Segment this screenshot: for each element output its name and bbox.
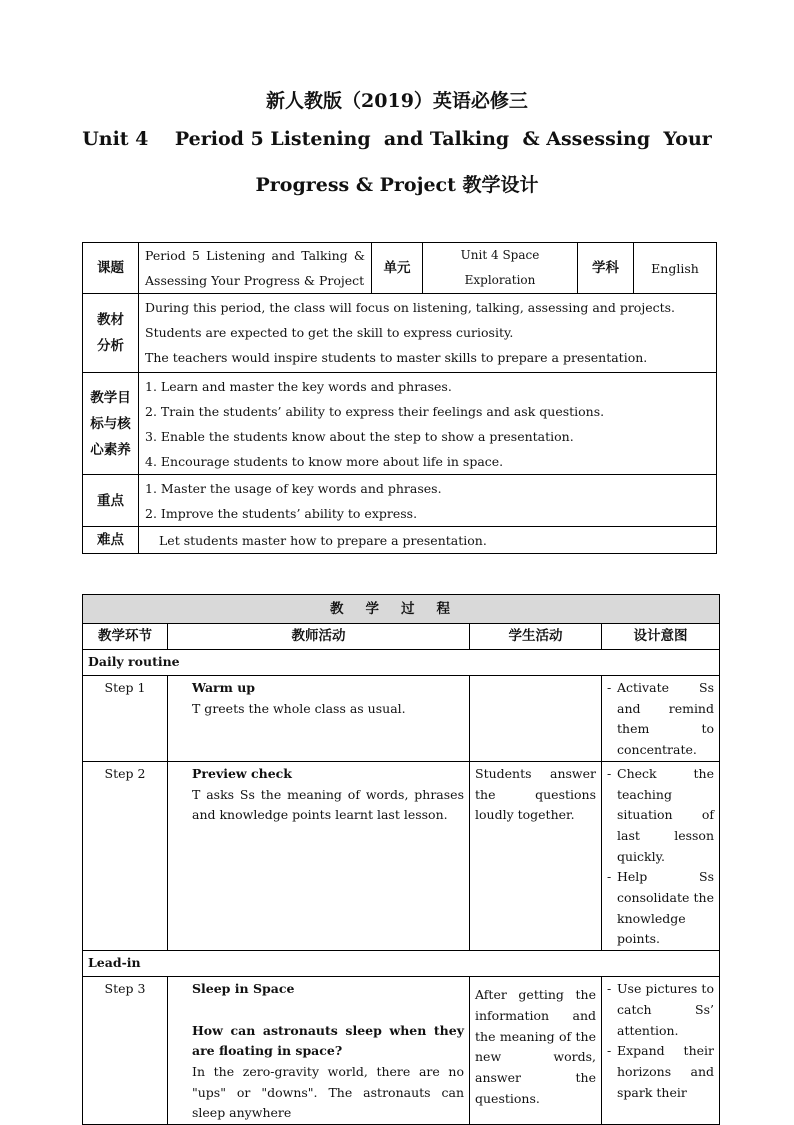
- goals-label-line1: 教学目: [90, 389, 131, 406]
- document-subtitle-line2: Progress & Project 教学设计: [255, 174, 539, 196]
- step2-text: T asks Ss the meaning of words, phrases and knowledge points learnt last lesson.: [192, 786, 464, 823]
- unit-label: 单元: [372, 243, 423, 294]
- lesson-value-line1: Period 5 Listening and Talking &: [145, 248, 365, 263]
- step2-label: Step 2: [83, 761, 168, 950]
- key-point-item: 1. Master the usage of key words and phrases.: [145, 481, 442, 496]
- analysis-label-line1: 教材: [97, 312, 124, 328]
- step1-student-activity: [470, 676, 602, 762]
- goal-item: 4. Encourage students to know more about life in space.: [145, 454, 504, 469]
- col-intent-header: 设计意图: [602, 624, 720, 650]
- process-header: 教学过程: [83, 595, 720, 624]
- goals-label: [83, 373, 139, 475]
- goal-item: 2. Train the students’ ability to express their feelings and ask questions.: [145, 404, 605, 419]
- analysis-line: Students are expected to get the skill to express curiosity.: [145, 325, 514, 340]
- step1-teacher-activity: [168, 676, 470, 762]
- section-daily-routine: Daily routine: [83, 650, 720, 676]
- lesson-info-table: [82, 242, 717, 554]
- intent-item: - Activate Ss and remind them to concentrate.: [607, 678, 714, 761]
- analysis-line: The teachers would inspire students to master skills to prepare a presentation.: [145, 350, 648, 365]
- col-stage-header: 教学环节: [83, 624, 168, 650]
- goals-text: [139, 373, 717, 475]
- step3-label: Step 3: [83, 977, 168, 1125]
- lesson-label: 课题: [83, 243, 139, 294]
- difficulty-text: Let students master how to prepare a presentation.: [139, 527, 717, 554]
- section-lead-in: Lead-in: [83, 951, 720, 977]
- step2-student-activity: Students answer the questions loudly together.: [470, 761, 602, 950]
- intent-item: - Use pictures to catch Ss’ attention.: [607, 979, 714, 1041]
- analysis-label-line2: 分析: [97, 338, 124, 354]
- subject-value: English: [634, 243, 717, 294]
- step1-label: Step 1: [83, 676, 168, 762]
- key-points-text: [139, 475, 717, 527]
- key-points-label: 重点: [83, 475, 139, 527]
- step3-text: In the zero-gravity world, there are no "ups" or "downs". The astronauts can sleep anywhere: [192, 1063, 464, 1121]
- analysis-label: [83, 294, 139, 373]
- step2-teacher-activity: [168, 761, 470, 950]
- goal-item: 3. Enable the students know about the step to show a presentation.: [145, 429, 574, 444]
- step3-question: How can astronauts sleep when they are floating in space?: [192, 1022, 464, 1059]
- goals-label-line3: 心素养: [90, 441, 131, 458]
- step2-title: Preview check: [192, 765, 292, 781]
- intent-item: - Check the teaching situation of last lesson quickly.: [607, 764, 714, 868]
- document-title: 新人教版（2019）英语必修三: [266, 90, 528, 112]
- lesson-value-line2: Assessing Your Progress & Project: [145, 273, 365, 288]
- analysis-text: [139, 294, 717, 373]
- step3-intent: [602, 977, 720, 1125]
- difficulty-label: 难点: [83, 527, 139, 554]
- goals-label-line2: 标与核: [90, 415, 131, 432]
- step3-student-activity: After getting the information and the meaning of the new words, answer the questions.: [470, 977, 602, 1125]
- col-student-header: 学生活动: [470, 624, 602, 650]
- unit-value: Unit 4 Space Exploration: [423, 243, 578, 294]
- teaching-process-table: [82, 594, 720, 1125]
- step3-title: Sleep in Space: [192, 981, 295, 997]
- step1-title: Warm up: [192, 680, 256, 695]
- col-teacher-header: 教师活动: [168, 624, 470, 650]
- lesson-value: [139, 243, 372, 294]
- key-point-item: 2. Improve the students’ ability to express.: [145, 506, 418, 521]
- step1-text: T greets the whole class as usual.: [192, 700, 406, 716]
- step3-teacher-activity: [168, 977, 470, 1125]
- step2-intent: [602, 761, 720, 950]
- subject-label: 学科: [578, 243, 634, 294]
- document-subtitle-line1: Unit 4 Period 5 Listening and Talking & Assessing Your: [82, 128, 712, 150]
- goal-item: 1. Learn and master the key words and phrases.: [145, 379, 452, 394]
- intent-item: - Help Ss consolidate the knowledge points.: [607, 867, 714, 950]
- intent-item: - Expand their horizons and spark their: [607, 1041, 714, 1103]
- step1-intent: [602, 676, 720, 762]
- analysis-line: During this period, the class will focus on listening, talking, assessing and projects.: [145, 300, 676, 315]
